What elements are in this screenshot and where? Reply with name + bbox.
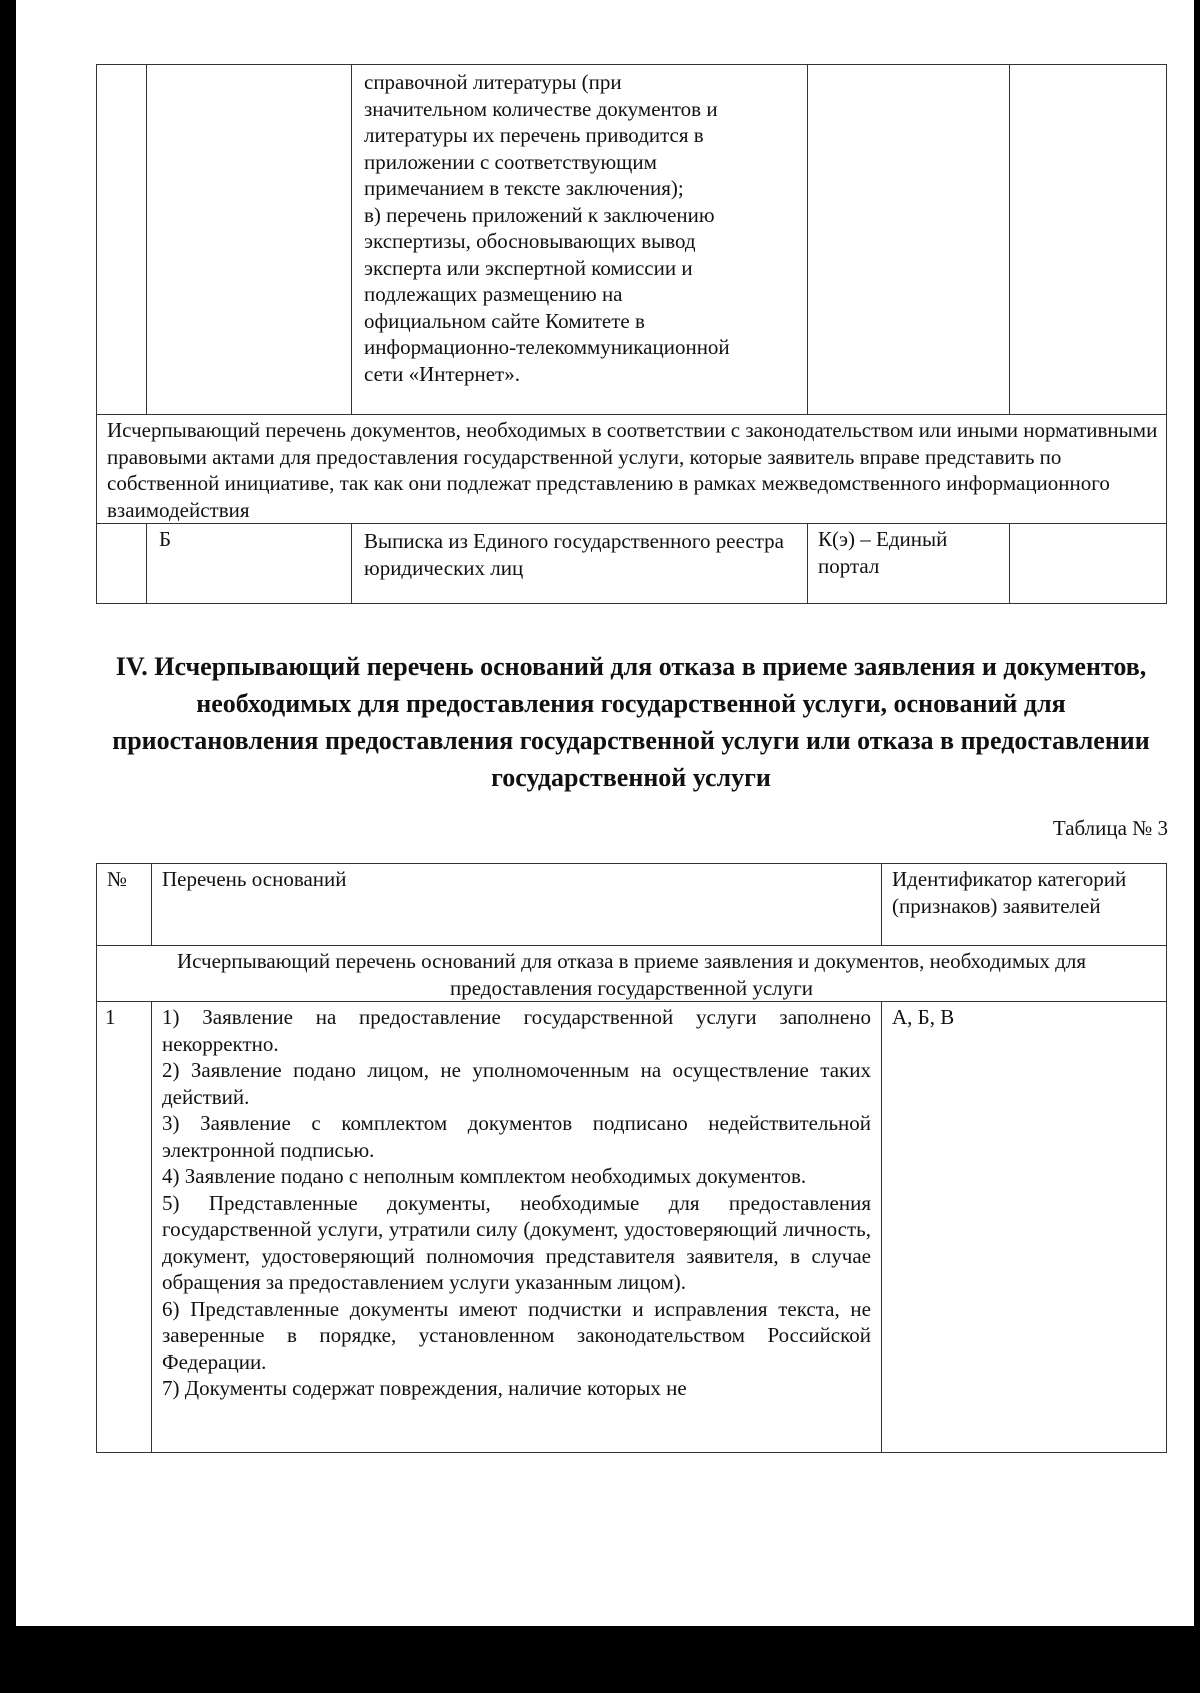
reason-item: 1) Заявление на предоставление государственной услуги заполнено некорректно. (162, 1005, 871, 1056)
table-cell (147, 65, 352, 415)
documents-table-continuation (96, 64, 1167, 604)
table-cell (1010, 524, 1167, 604)
scan-edge-left (0, 0, 16, 1693)
table-cell (808, 65, 1010, 415)
text-line: эксперта или экспертной комиссии и (364, 255, 693, 280)
text-line: подлежащих размещению на (364, 282, 623, 306)
text-line: значительном количестве документов и (364, 96, 718, 121)
column-header-number: № (97, 864, 152, 946)
section-title: IV. Исчерпывающий перечень оснований для отказа в приеме заявления и документов, необходимых для предоставления государственной услуги, оснований для приостановления предоставления государственной услуги или отказа в предоставлении государственной услуги (112, 652, 1150, 792)
refusal-grounds-table (96, 863, 1167, 1453)
row-number: 1 (97, 1002, 152, 1453)
text-line: справочной литературы (при (364, 70, 622, 94)
text-line: официальном сайте Комитете в (364, 308, 645, 333)
applicant-category-cell: Б (147, 524, 352, 604)
reason-item: 7) Документы содержат повреждения, наличие которых не (162, 1376, 687, 1400)
table-cell (97, 524, 147, 604)
text-line: сети «Интернет». (364, 361, 520, 386)
document-name-cell: Выписка из Единого государственного реестра юридических лиц (352, 524, 808, 604)
reason-item: 4) Заявление подано с неполным комплектом необходимых документов. (162, 1164, 807, 1188)
table-label: Таблица № 3 (1052, 816, 1168, 840)
reason-item: 6) Представленные документы имеют подчистки и исправления текста, не заверенные в порядке, установленном законодательством Российской Федерации. (162, 1296, 871, 1374)
text-line: литературы их перечень приводится в (364, 123, 704, 147)
table-row (97, 524, 1167, 604)
continued-document-cell (352, 65, 808, 415)
scan-edge-right (1194, 0, 1200, 1693)
reason-item: 3) Заявление с комплектом документов подписано недействительной электронной подписью. (162, 1111, 871, 1162)
table-row (97, 946, 1167, 1002)
submission-method-cell: К(э) – Единый портал (808, 524, 1010, 604)
text-line: в) перечень приложений к заключению (364, 202, 715, 227)
table-cell (97, 65, 147, 415)
column-header-identifier: Идентификатор категорий (признаков) заявителей (882, 864, 1167, 946)
reason-item: 5) Представленные документы, необходимые для предоставления государственной услуги, утратили силу (документ, удостоверяющий личность, документ, удостоверяющий полномочия представителя заявителя, в случае обращения за предоставлением услуги указанным лицом). (162, 1190, 871, 1294)
text-line: информационно-телекоммуникационной (364, 335, 730, 359)
table-row (97, 415, 1167, 524)
reason-item: 2) Заявление подано лицом, не уполномоченным на осуществление таких действий. (162, 1058, 871, 1109)
column-header-reasons: Перечень оснований (152, 864, 882, 946)
table-row (97, 65, 1167, 415)
applicant-identifiers-cell: А, Б, В (882, 1002, 1167, 1453)
table-cell (1010, 65, 1167, 415)
refusal-reasons-cell (152, 1002, 882, 1453)
scan-edge-bottom (0, 1626, 1200, 1693)
refusal-grounds-subheading: Исчерпывающий перечень оснований для отказа в приеме заявления и документов, необходимых для предоставления государственной услуги (97, 946, 1167, 1002)
table-row (97, 1002, 1167, 1453)
text-line: приложении с соответствующим (364, 149, 657, 174)
text-line: примечанием в тексте заключения); (364, 176, 684, 200)
text-line: экспертизы, обосновывающих вывод (364, 229, 696, 253)
table-header-row (97, 864, 1167, 946)
interagency-documents-heading: Исчерпывающий перечень документов, необходимых в соответствии с законодательством или иными нормативными правовыми актами для предоставления государственной услуги, которые заявитель вправе представить по собственной инициативе, так как они подлежат представлению в рамках межведомственного информационного взаимодействия (97, 415, 1167, 524)
